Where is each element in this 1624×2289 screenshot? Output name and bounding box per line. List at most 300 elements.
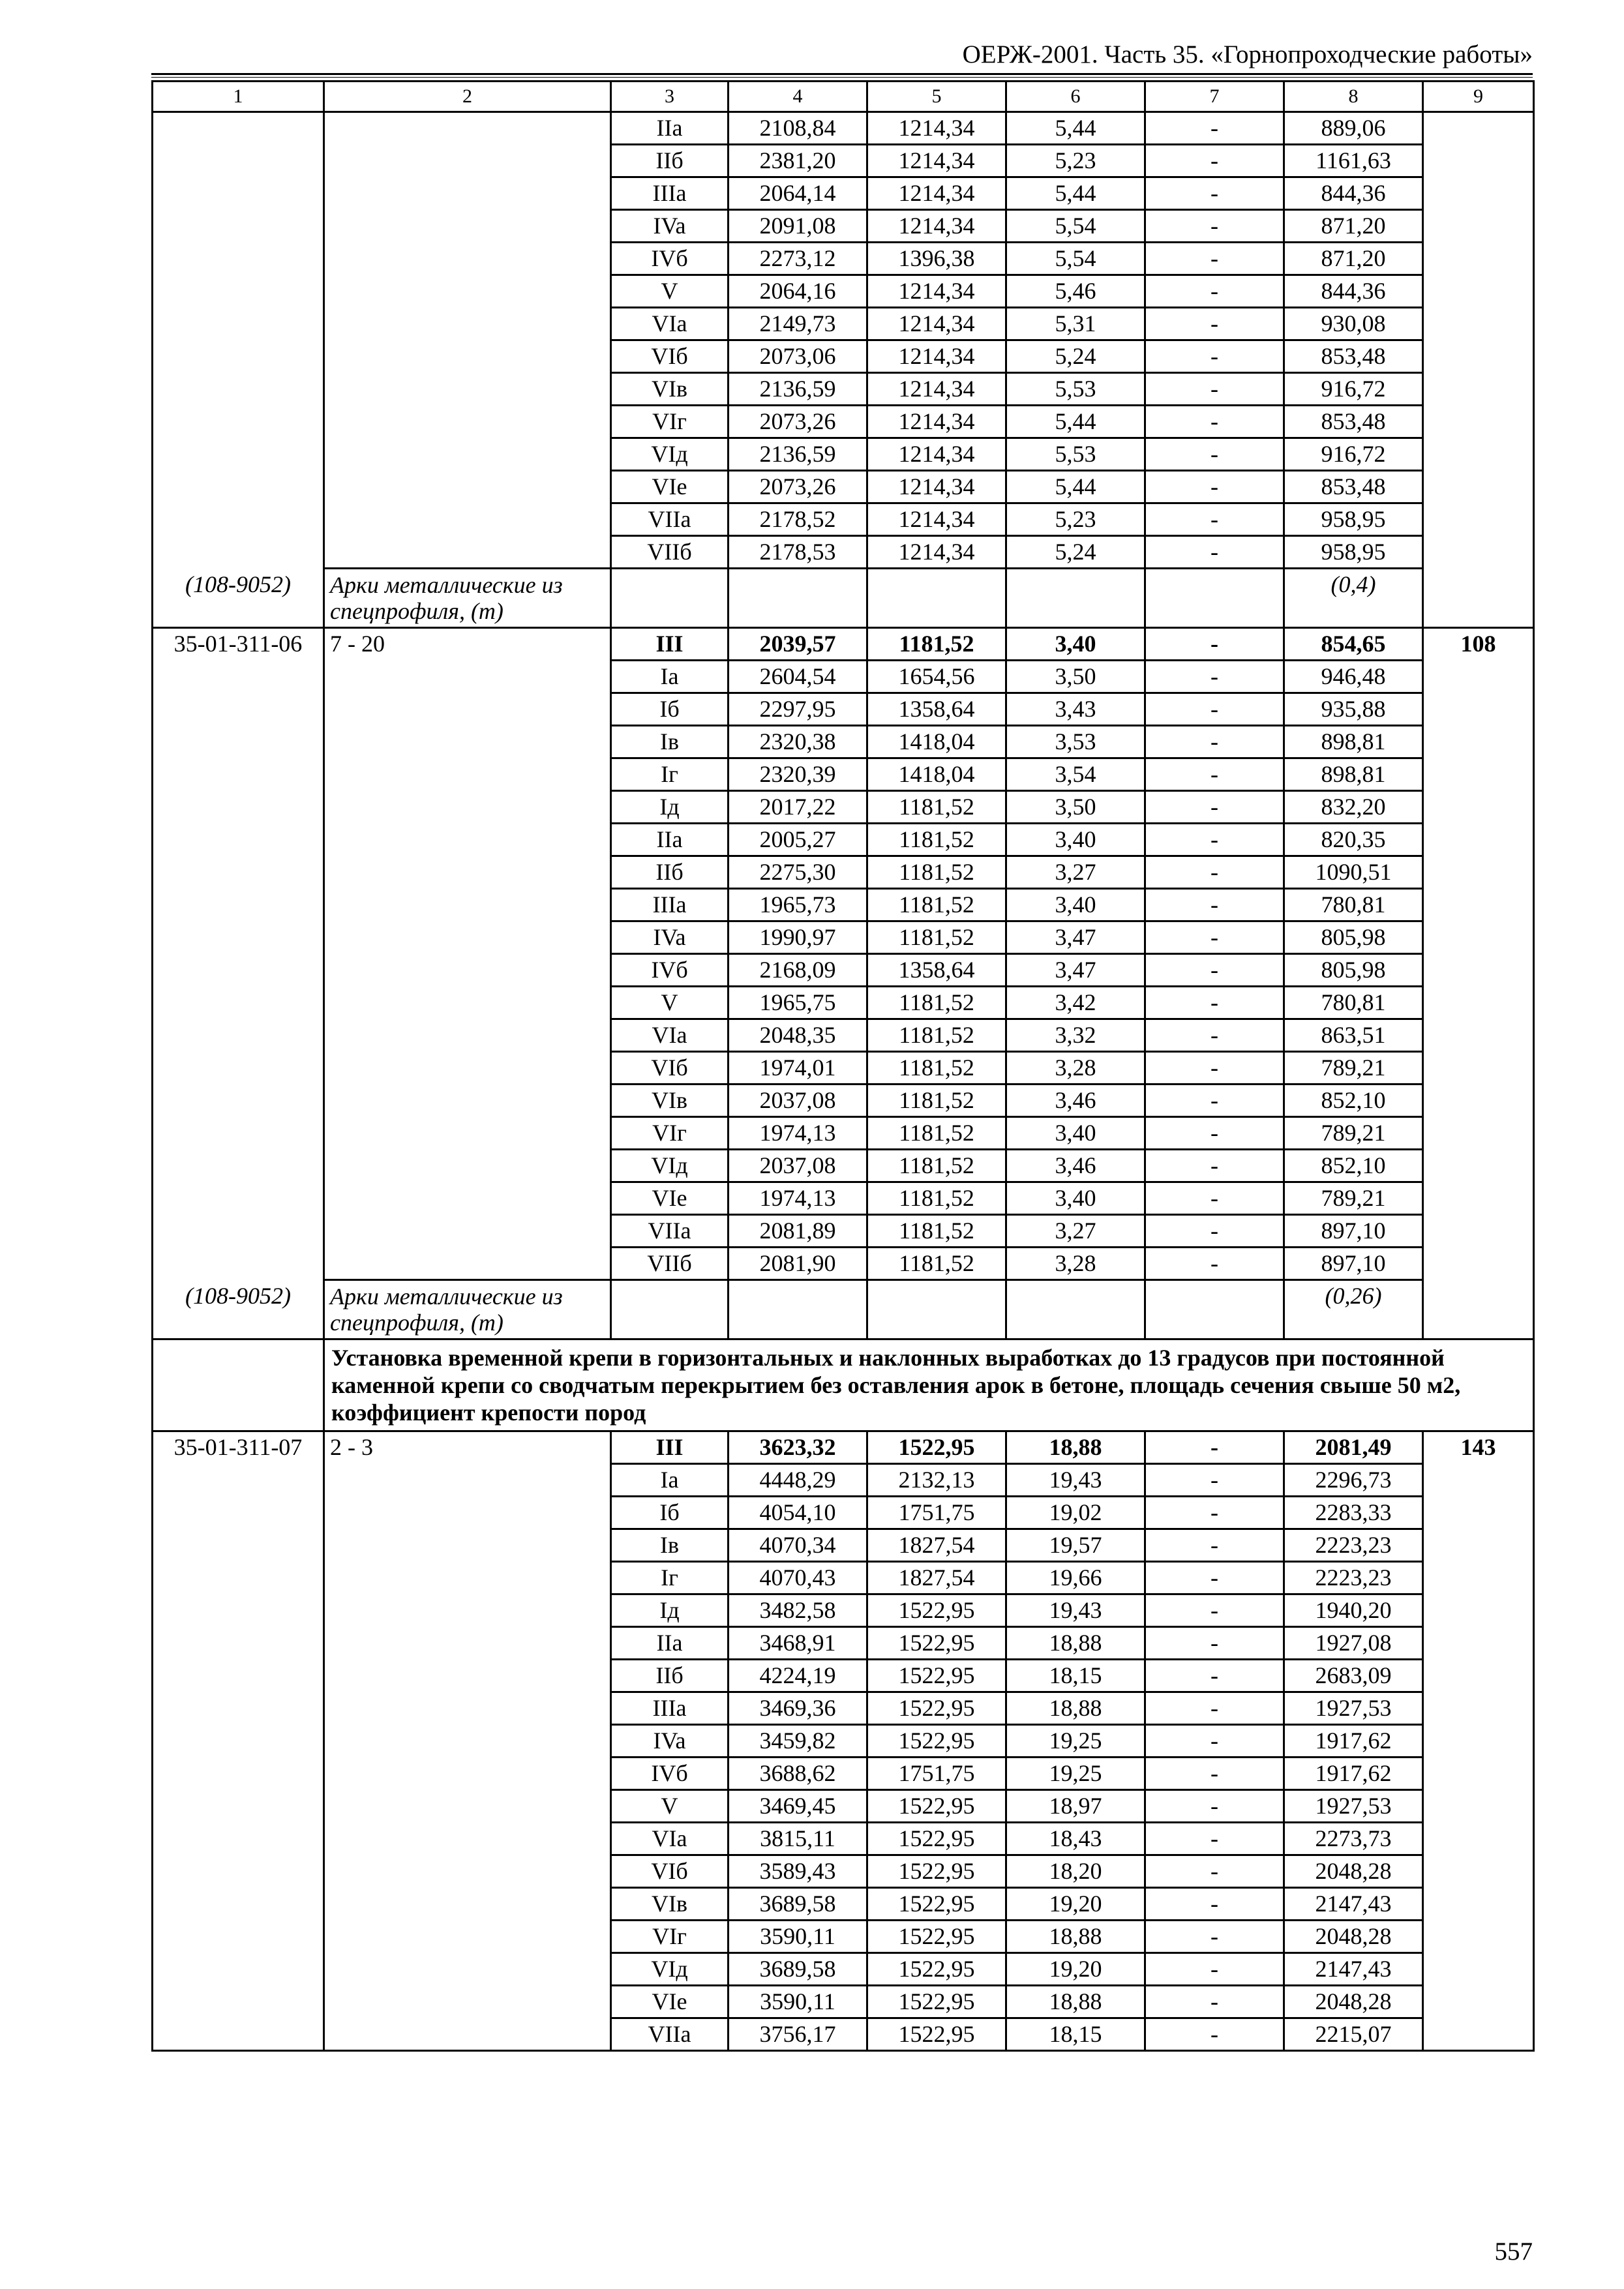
table-row [153, 1019, 1534, 1052]
cell-col-5: 1522,95 [867, 1594, 1006, 1627]
col9-cell [1423, 1986, 1534, 2018]
cell-col-6: 5,31 [1006, 308, 1145, 340]
code-cell [153, 438, 324, 471]
code-cell [153, 1594, 324, 1627]
cell-col-4: 2037,08 [729, 1150, 867, 1182]
cell-col-8: 2283,33 [1284, 1497, 1423, 1529]
table-row [153, 406, 1534, 438]
column-header-8: 8 [1284, 82, 1423, 112]
cell-col-8: 871,20 [1284, 243, 1423, 275]
cell-col-6: 3,32 [1006, 1019, 1145, 1052]
range-cell [324, 1888, 611, 1921]
col9-cell [1423, 243, 1534, 275]
cell-col-7: - [1145, 536, 1284, 569]
table-row [153, 1215, 1534, 1248]
code-cell [153, 112, 324, 145]
table-row [153, 308, 1534, 340]
range-cell [324, 308, 611, 340]
col9-cell [1423, 1660, 1534, 1692]
range-cell [324, 954, 611, 987]
cell-col-3: VIIб [611, 1248, 729, 1280]
cell-col-3: IVб [611, 1758, 729, 1790]
column-header-4: 4 [729, 82, 867, 112]
code-cell [153, 921, 324, 954]
cell-col-4: 2091,08 [729, 210, 867, 243]
empty-cell [729, 1280, 867, 1339]
range-cell [324, 145, 611, 177]
cell-col-4: 4448,29 [729, 1464, 867, 1497]
material-qty: (0,4) [1284, 569, 1423, 628]
cell-col-8: 789,21 [1284, 1052, 1423, 1085]
cell-col-4: 3469,45 [729, 1790, 867, 1823]
range-cell [324, 1529, 611, 1562]
cell-col-5: 1418,04 [867, 758, 1006, 791]
cell-col-8: 853,48 [1284, 406, 1423, 438]
cell-col-8: 2215,07 [1284, 2018, 1423, 2051]
cell-col-6: 5,44 [1006, 177, 1145, 210]
table-row [153, 471, 1534, 503]
column-header-7: 7 [1145, 82, 1284, 112]
range-cell [324, 1562, 611, 1594]
cell-col-4: 3482,58 [729, 1594, 867, 1627]
cell-col-6: 3,42 [1006, 987, 1145, 1019]
cell-col-7: - [1145, 1725, 1284, 1758]
cell-col-5: 1181,52 [867, 1150, 1006, 1182]
cell-col-3: VIa [611, 308, 729, 340]
cell-col-3: Iв [611, 726, 729, 758]
cell-col-3: IIб [611, 145, 729, 177]
cell-col-6: 5,53 [1006, 373, 1145, 406]
col9-cell [1423, 1529, 1534, 1562]
cell-col-4: 3459,82 [729, 1725, 867, 1758]
cell-col-6: 18,88 [1006, 1431, 1145, 1464]
cell-col-6: 19,25 [1006, 1725, 1145, 1758]
cell-col-5: 1181,52 [867, 1215, 1006, 1248]
empty-cell [611, 1280, 729, 1339]
table-row [153, 2018, 1534, 2051]
cell-col-8: 1917,62 [1284, 1725, 1423, 1758]
cell-col-6: 19,43 [1006, 1594, 1145, 1627]
cell-col-4: 2081,90 [729, 1248, 867, 1280]
cell-col-3: Iб [611, 693, 729, 726]
code-cell [153, 1855, 324, 1888]
code-cell [153, 145, 324, 177]
code-cell [153, 406, 324, 438]
code-cell [153, 1464, 324, 1497]
col9-cell [1423, 1117, 1534, 1150]
cell-col-8: 2048,28 [1284, 1855, 1423, 1888]
cell-col-8: 2147,43 [1284, 1888, 1423, 1921]
cell-col-7: - [1145, 1215, 1284, 1248]
cell-col-6: 5,23 [1006, 503, 1145, 536]
cell-col-5: 1522,95 [867, 1888, 1006, 1921]
cell-col-8: 916,72 [1284, 373, 1423, 406]
table-row [153, 438, 1534, 471]
table-row [153, 177, 1534, 210]
cell-col-8: 958,95 [1284, 536, 1423, 569]
code-cell [153, 1888, 324, 1921]
col9-cell [1423, 373, 1534, 406]
col9-cell [1423, 1497, 1534, 1529]
col9-cell [1423, 275, 1534, 308]
col9-cell [1423, 824, 1534, 856]
cell-col-6: 3,46 [1006, 1150, 1145, 1182]
cell-col-8: 789,21 [1284, 1182, 1423, 1215]
cell-col-5: 1181,52 [867, 889, 1006, 921]
cell-col-4: 2168,09 [729, 954, 867, 987]
cell-col-6: 3,40 [1006, 1117, 1145, 1150]
cell-col-7: - [1145, 503, 1284, 536]
table-row [153, 693, 1534, 726]
cell-col-4: 3815,11 [729, 1823, 867, 1855]
empty-cell [1006, 1280, 1145, 1339]
cell-col-3: IVб [611, 243, 729, 275]
empty-cell [1145, 569, 1284, 628]
table-row [153, 1790, 1534, 1823]
cell-col-6: 3,53 [1006, 726, 1145, 758]
cell-col-8: 820,35 [1284, 824, 1423, 856]
cell-col-5: 1214,34 [867, 112, 1006, 145]
col9-cell [1423, 1280, 1534, 1339]
cell-col-6: 3,54 [1006, 758, 1145, 791]
range-cell [324, 791, 611, 824]
cell-col-5: 1654,56 [867, 661, 1006, 693]
col9-cell [1423, 1019, 1534, 1052]
table-row [153, 1594, 1534, 1627]
col9-cell [1423, 112, 1534, 145]
range-cell [324, 1594, 611, 1627]
range-cell [324, 726, 611, 758]
cell-col-3: VIг [611, 406, 729, 438]
cell-col-6: 3,27 [1006, 1215, 1145, 1248]
cell-col-8: 897,10 [1284, 1248, 1423, 1280]
code-cell [153, 889, 324, 921]
cell-col-3: V [611, 987, 729, 1019]
cell-col-5: 1214,34 [867, 503, 1006, 536]
col9-value: 143 [1423, 1431, 1534, 1464]
material-qty: (0,26) [1284, 1280, 1423, 1339]
cell-col-7: - [1145, 1117, 1284, 1150]
cell-col-8: 916,72 [1284, 438, 1423, 471]
cell-col-7: - [1145, 1986, 1284, 2018]
header-rule [151, 73, 1533, 75]
cell-col-5: 1522,95 [867, 1692, 1006, 1725]
table-row [153, 1150, 1534, 1182]
code-cell [153, 758, 324, 791]
cell-col-3: IVa [611, 1725, 729, 1758]
cell-col-7: - [1145, 210, 1284, 243]
cell-col-6: 3,40 [1006, 628, 1145, 661]
cell-col-3: Iг [611, 1562, 729, 1594]
cell-col-8: 805,98 [1284, 921, 1423, 954]
cell-col-8: 780,81 [1284, 987, 1423, 1019]
cell-col-5: 1181,52 [867, 628, 1006, 661]
cell-col-4: 2178,52 [729, 503, 867, 536]
cell-col-5: 1522,95 [867, 1855, 1006, 1888]
cell-col-5: 1522,95 [867, 2018, 1006, 2051]
cell-col-8: 780,81 [1284, 889, 1423, 921]
cell-col-7: - [1145, 275, 1284, 308]
cell-col-7: - [1145, 1562, 1284, 1594]
cell-col-6: 5,44 [1006, 471, 1145, 503]
code-cell [153, 987, 324, 1019]
range-cell [324, 1758, 611, 1790]
cell-col-8: 889,06 [1284, 112, 1423, 145]
col9-cell [1423, 1052, 1534, 1085]
col9-cell [1423, 340, 1534, 373]
col9-cell [1423, 210, 1534, 243]
cell-col-8: 958,95 [1284, 503, 1423, 536]
table-row [153, 503, 1534, 536]
cell-col-8: 2683,09 [1284, 1660, 1423, 1692]
cell-col-4: 1990,97 [729, 921, 867, 954]
cell-col-3: V [611, 275, 729, 308]
cell-col-4: 3689,58 [729, 1953, 867, 1986]
cell-col-3: VIб [611, 1855, 729, 1888]
cell-col-4: 2039,57 [729, 628, 867, 661]
cell-col-6: 18,88 [1006, 1627, 1145, 1660]
cell-col-4: 2064,16 [729, 275, 867, 308]
section-title: Установка временной крепи в горизонтальных и наклонных выработках до 13 градусов при постоянной каменной крепи со сводчатым перекрытием без оставления арок в бетоне, площадь сечения свыше 50 м2, коэффициент крепости пород [324, 1339, 1534, 1431]
cell-col-8: 2081,49 [1284, 1431, 1423, 1464]
cell-col-4: 2081,89 [729, 1215, 867, 1248]
cell-col-3: VIв [611, 1888, 729, 1921]
cell-col-6: 18,43 [1006, 1823, 1145, 1855]
cell-col-6: 19,25 [1006, 1758, 1145, 1790]
code-cell [153, 275, 324, 308]
cell-col-4: 4070,34 [729, 1529, 867, 1562]
column-header-3: 3 [611, 82, 729, 112]
col9-cell [1423, 177, 1534, 210]
empty-cell [729, 569, 867, 628]
table-row [153, 210, 1534, 243]
cell-col-5: 1181,52 [867, 791, 1006, 824]
cell-col-3: VIв [611, 1085, 729, 1117]
code-cell [153, 954, 324, 987]
cell-col-7: - [1145, 1182, 1284, 1215]
col9-cell [1423, 758, 1534, 791]
cell-col-8: 897,10 [1284, 1215, 1423, 1248]
range-cell [324, 1052, 611, 1085]
range-cell [324, 856, 611, 889]
cell-col-6: 3,46 [1006, 1085, 1145, 1117]
cell-col-5: 2132,13 [867, 1464, 1006, 1497]
cell-col-8: 2223,23 [1284, 1529, 1423, 1562]
cell-col-4: 2320,39 [729, 758, 867, 791]
cell-col-8: 1927,53 [1284, 1790, 1423, 1823]
cell-col-4: 2017,22 [729, 791, 867, 824]
range-cell [324, 210, 611, 243]
range-cell [324, 1986, 611, 2018]
range-cell [324, 889, 611, 921]
table-row [153, 1248, 1534, 1280]
col9-cell [1423, 693, 1534, 726]
range-cell [324, 1215, 611, 1248]
table-row [153, 1921, 1534, 1953]
col9-cell [1423, 471, 1534, 503]
table-row [153, 1182, 1534, 1215]
cell-col-3: VIд [611, 438, 729, 471]
cell-col-5: 1214,34 [867, 340, 1006, 373]
range-cell [324, 536, 611, 569]
column-header-2: 2 [324, 82, 611, 112]
cell-col-3: VIIa [611, 1215, 729, 1248]
cell-col-3: IVa [611, 921, 729, 954]
empty-cell [1145, 1280, 1284, 1339]
cell-col-6: 3,28 [1006, 1248, 1145, 1280]
cell-col-5: 1522,95 [867, 1431, 1006, 1464]
cell-col-6: 3,47 [1006, 921, 1145, 954]
code-cell [153, 536, 324, 569]
cell-col-7: - [1145, 1855, 1284, 1888]
cell-col-6: 18,20 [1006, 1855, 1145, 1888]
table-row [153, 1562, 1534, 1594]
table-row [153, 1725, 1534, 1758]
cell-col-4: 1974,01 [729, 1052, 867, 1085]
cell-col-8: 1927,53 [1284, 1692, 1423, 1725]
col9-cell [1423, 1921, 1534, 1953]
cell-col-6: 3,40 [1006, 1182, 1145, 1215]
cell-col-8: 2048,28 [1284, 1921, 1423, 1953]
cell-col-7: - [1145, 1627, 1284, 1660]
cell-col-3: VIб [611, 1052, 729, 1085]
cell-col-7: - [1145, 824, 1284, 856]
cell-col-6: 5,24 [1006, 536, 1145, 569]
cell-col-7: - [1145, 1529, 1284, 1562]
col9-cell [1423, 1248, 1534, 1280]
empty-cell [867, 1280, 1006, 1339]
cell-col-8: 852,10 [1284, 1150, 1423, 1182]
cell-col-8: 1161,63 [1284, 145, 1423, 177]
cell-col-4: 2005,27 [729, 824, 867, 856]
range-cell [324, 1725, 611, 1758]
cell-col-6: 19,57 [1006, 1529, 1145, 1562]
column-header-1: 1 [153, 82, 324, 112]
range-cell [324, 1182, 611, 1215]
cell-col-3: Iд [611, 791, 729, 824]
cell-col-5: 1214,34 [867, 471, 1006, 503]
cell-col-6: 18,88 [1006, 1692, 1145, 1725]
cell-col-8: 853,48 [1284, 340, 1423, 373]
table-row [153, 661, 1534, 693]
code-cell [153, 1953, 324, 1986]
col9-cell [1423, 1562, 1534, 1594]
material-row [153, 1280, 1534, 1339]
code-cell [153, 791, 324, 824]
cell-col-4: 3623,32 [729, 1431, 867, 1464]
cell-col-3: VIe [611, 1986, 729, 2018]
cell-col-6: 19,66 [1006, 1562, 1145, 1594]
code-cell [153, 1986, 324, 2018]
range-cell [324, 503, 611, 536]
col9-cell [1423, 987, 1534, 1019]
cell-col-7: - [1145, 373, 1284, 406]
range-cell [324, 921, 611, 954]
col9-cell [1423, 856, 1534, 889]
material-row [153, 569, 1534, 628]
cell-col-4: 1965,73 [729, 889, 867, 921]
cell-col-6: 18,88 [1006, 1921, 1145, 1953]
cell-col-4: 2136,59 [729, 438, 867, 471]
col9-cell [1423, 1085, 1534, 1117]
cell-col-3: VIe [611, 1182, 729, 1215]
cell-col-4: 2149,73 [729, 308, 867, 340]
cell-col-7: - [1145, 243, 1284, 275]
cell-col-5: 1522,95 [867, 1660, 1006, 1692]
cell-col-7: - [1145, 1464, 1284, 1497]
code-cell [153, 1562, 324, 1594]
cell-col-7: - [1145, 1150, 1284, 1182]
range-cell [324, 1627, 611, 1660]
col9-cell [1423, 889, 1534, 921]
range-cell [324, 1692, 611, 1725]
cell-col-5: 1358,64 [867, 693, 1006, 726]
col9-cell [1423, 308, 1534, 340]
cell-col-7: - [1145, 856, 1284, 889]
column-header-6: 6 [1006, 82, 1145, 112]
cell-col-6: 5,24 [1006, 340, 1145, 373]
material-code: (108-9052) [153, 569, 324, 628]
cell-col-6: 5,46 [1006, 275, 1145, 308]
table-row [153, 373, 1534, 406]
cell-col-5: 1181,52 [867, 1182, 1006, 1215]
cell-col-8: 1917,62 [1284, 1758, 1423, 1790]
cell-col-7: - [1145, 987, 1284, 1019]
cell-col-8: 2048,28 [1284, 1986, 1423, 2018]
cell-col-4: 2073,26 [729, 471, 867, 503]
cell-col-7: - [1145, 628, 1284, 661]
code-cell [153, 471, 324, 503]
range-cell [324, 661, 611, 693]
cell-col-6: 3,50 [1006, 661, 1145, 693]
table-row [153, 1085, 1534, 1117]
table-row [153, 824, 1534, 856]
col9-cell [1423, 1464, 1534, 1497]
cell-col-4: 2064,14 [729, 177, 867, 210]
range-cell [324, 243, 611, 275]
col9-cell [1423, 1692, 1534, 1725]
cell-col-3: III [611, 628, 729, 661]
cell-col-8: 805,98 [1284, 954, 1423, 987]
range-cell [324, 758, 611, 791]
cell-col-5: 1214,34 [867, 275, 1006, 308]
cell-col-8: 1927,08 [1284, 1627, 1423, 1660]
col9-cell [1423, 2018, 1534, 2051]
table-row [153, 1758, 1534, 1790]
col9-cell [1423, 954, 1534, 987]
cell-col-6: 5,44 [1006, 406, 1145, 438]
range-cell [324, 471, 611, 503]
cell-col-5: 1522,95 [867, 1921, 1006, 1953]
range-cell [324, 1823, 611, 1855]
cell-col-7: - [1145, 177, 1284, 210]
code-cell [153, 1758, 324, 1790]
table-row [153, 340, 1534, 373]
cell-col-8: 2223,23 [1284, 1562, 1423, 1594]
cell-col-5: 1522,95 [867, 1725, 1006, 1758]
cell-col-5: 1181,52 [867, 921, 1006, 954]
cell-col-3: Iд [611, 1594, 729, 1627]
cell-col-5: 1751,75 [867, 1497, 1006, 1529]
cell-col-6: 3,43 [1006, 693, 1145, 726]
cell-col-8: 946,48 [1284, 661, 1423, 693]
table-row [153, 921, 1534, 954]
col9-cell [1423, 569, 1534, 628]
cell-col-7: - [1145, 340, 1284, 373]
code-cell [153, 373, 324, 406]
range-cell [324, 824, 611, 856]
table-row [153, 536, 1534, 569]
